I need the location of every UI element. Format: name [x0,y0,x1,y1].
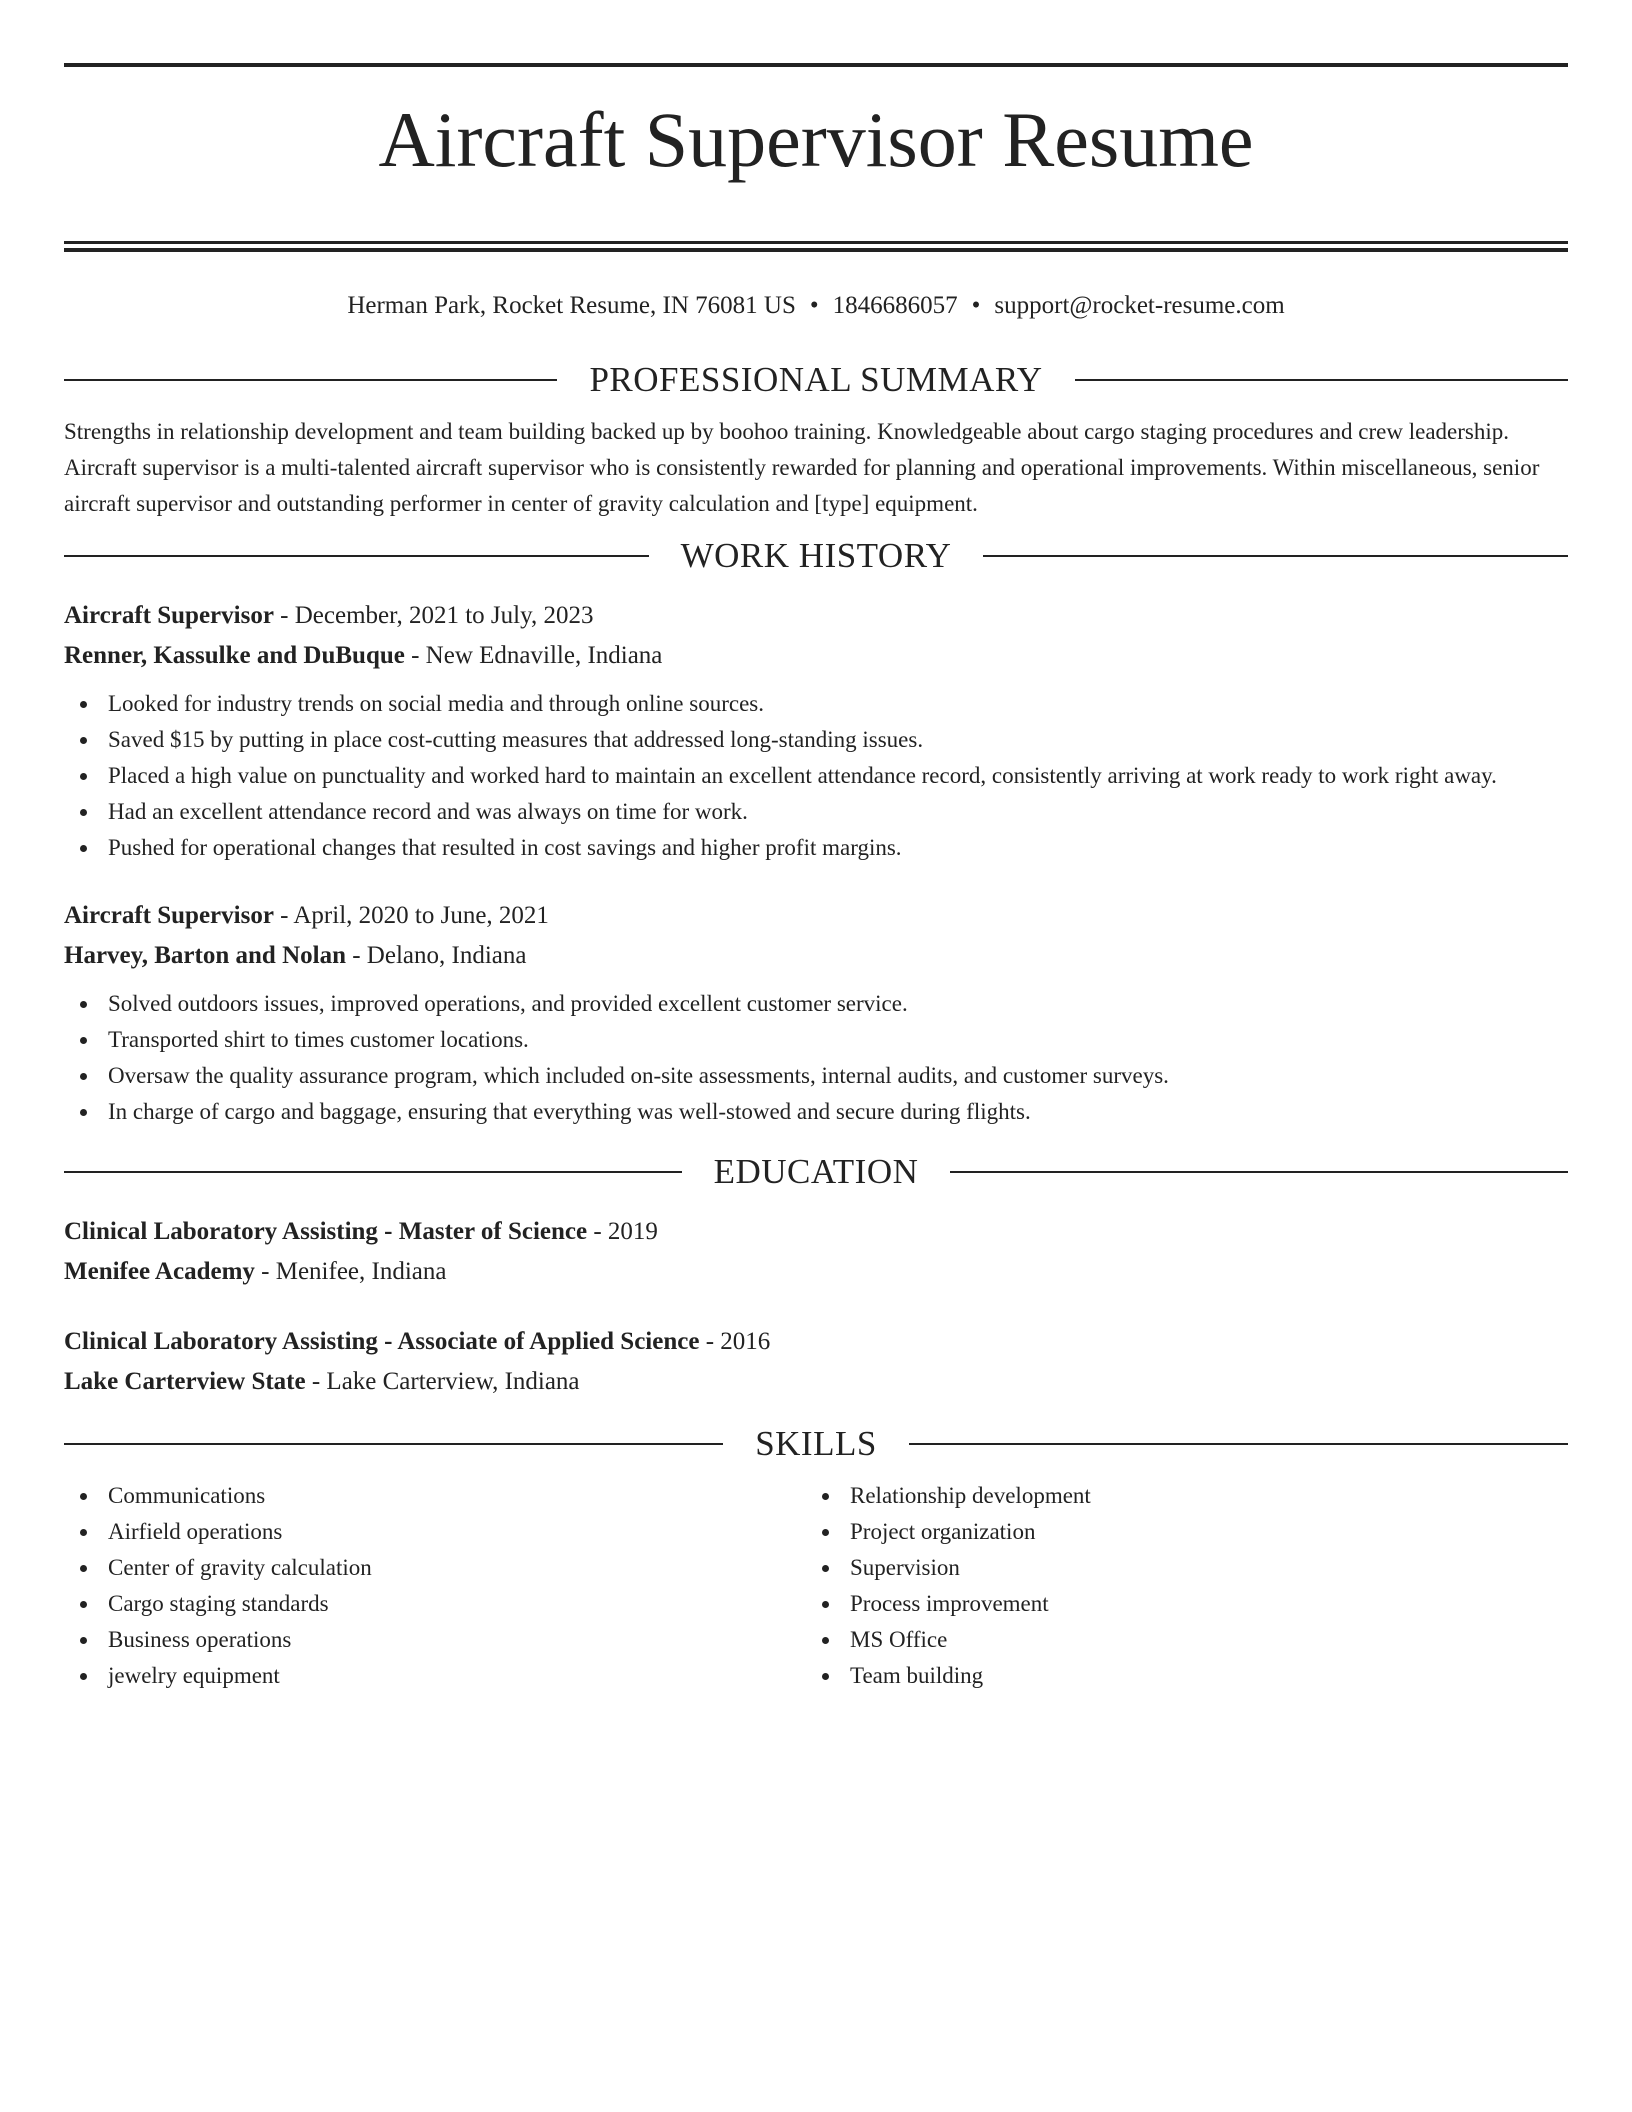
skill-item: Relationship development [806,1478,1548,1514]
skill-item: Process improvement [806,1586,1548,1622]
school-name: Lake Carterview State [64,1368,306,1395]
title-double-rule [64,241,1568,252]
heading-rule [983,555,1568,557]
education-entry [64,1212,1568,1292]
degree-year: - 2016 [699,1328,771,1355]
job-entry [64,596,1568,866]
degree-year: - 2019 [587,1218,658,1245]
degree-name: Clinical Laboratory Assisting - Associate of Applied Science [64,1328,700,1355]
resume-title: Aircraft Supervisor Resume [378,96,1254,183]
list-item: Looked for industry trends on social media and through online sources. [64,686,1568,722]
job-dates: - December, 2021 to July, 2023 [273,602,594,629]
degree-name: Clinical Laboratory Assisting - Master of Science [64,1218,588,1245]
summary-text: Strengths in relationship development and team building backed up by boohoo training. Knowledgeable about cargo staging procedures and crew leadership. Aircraft supervisor is a multi-talented aircraft supervisor who is consistently rewarded for planning and operational improvements. Within miscellaneous, senior aircraft supervisor and outstanding performer in center of gravity calculation and [type] equipment. [64,419,1540,516]
list-item: Placed a high value on punctuality and worked hard to maintain an excellent attendance record, consistently arriving at work ready to work right away. [64,758,1568,794]
list-item: In charge of cargo and baggage, ensuring that everything was well-stowed and secure during flights. [64,1094,1568,1130]
job-company: Renner, Kassulke and DuBuque [64,642,405,669]
job-title-line [64,896,1568,936]
heading-rule [64,1443,723,1445]
school-line [64,1252,1568,1292]
skill-item: jewelry equipment [64,1658,806,1694]
job-title-line [64,596,1568,636]
job-company: Harvey, Barton and Nolan [64,942,346,969]
list-item: Solved outdoors issues, improved operations, and provided excellent customer service. [64,986,1568,1022]
job-location: - Delano, Indiana [345,942,527,969]
list-item: Pushed for operational changes that resulted in cost savings and higher profit margins. [64,830,1568,866]
education-section-heading [64,1150,1568,1194]
contact-separator: • [971,292,981,319]
heading-rule [1075,379,1568,381]
skill-item: Business operations [64,1622,806,1658]
resume-page [64,0,1568,1694]
job-location: - New Ednaville, Indiana [404,642,663,669]
contact-phone: 1846686057 [832,292,958,319]
skills-list-right [806,1478,1548,1694]
list-item: Transported shirt to times customer locations. [64,1022,1568,1058]
skill-item: Center of gravity calculation [64,1550,806,1586]
skill-item: MS Office [806,1622,1548,1658]
heading-rule [950,1171,1568,1173]
contact-address: Herman Park, Rocket Resume, IN 76081 US [347,292,796,319]
education-entry [64,1322,1568,1402]
job-bullets [64,686,1568,866]
list-item: Saved $15 by putting in place cost-cutting measures that addressed long-standing issues. [64,722,1568,758]
job-title: Aircraft Supervisor [64,902,274,929]
skill-item: Supervision [806,1550,1548,1586]
skills-heading: SKILLS [755,1424,877,1463]
skill-item: Communications [64,1478,806,1514]
job-entry [64,896,1568,1130]
skills-columns [64,1478,1568,1694]
skill-item: Project organization [806,1514,1548,1550]
top-rule [64,63,1568,67]
degree-line [64,1212,1568,1252]
contact-separator: • [809,292,819,319]
summary-heading: PROFESSIONAL SUMMARY [589,360,1043,399]
job-title: Aircraft Supervisor [64,602,274,629]
contact-line [64,288,1568,324]
school-name: Menifee Academy [64,1258,255,1285]
skills-list-left [64,1478,806,1694]
skills-section-heading [64,1422,1568,1466]
skill-item: Cargo staging standards [64,1586,806,1622]
job-bullets [64,986,1568,1130]
job-dates: - April, 2020 to June, 2021 [273,902,549,929]
school-location: - Lake Carterview, Indiana [305,1368,580,1395]
work-heading: WORK HISTORY [680,536,952,575]
work-section-heading [64,534,1568,578]
school-line [64,1362,1568,1402]
job-company-line [64,636,1568,676]
degree-line [64,1322,1568,1362]
school-location: - Menifee, Indiana [254,1258,447,1285]
job-company-line [64,936,1568,976]
contact-email: support@rocket-resume.com [994,292,1285,319]
summary-section-heading [64,358,1568,402]
education-heading: EDUCATION [713,1152,919,1191]
skill-item: Team building [806,1658,1548,1694]
heading-rule [64,379,557,381]
skill-item: Airfield operations [64,1514,806,1550]
heading-rule [909,1443,1568,1445]
heading-rule [64,555,649,557]
heading-rule [64,1171,682,1173]
list-item: Had an excellent attendance record and was always on time for work. [64,794,1568,830]
list-item: Oversaw the quality assurance program, which included on-site assessments, internal audits, and customer surveys. [64,1058,1568,1094]
